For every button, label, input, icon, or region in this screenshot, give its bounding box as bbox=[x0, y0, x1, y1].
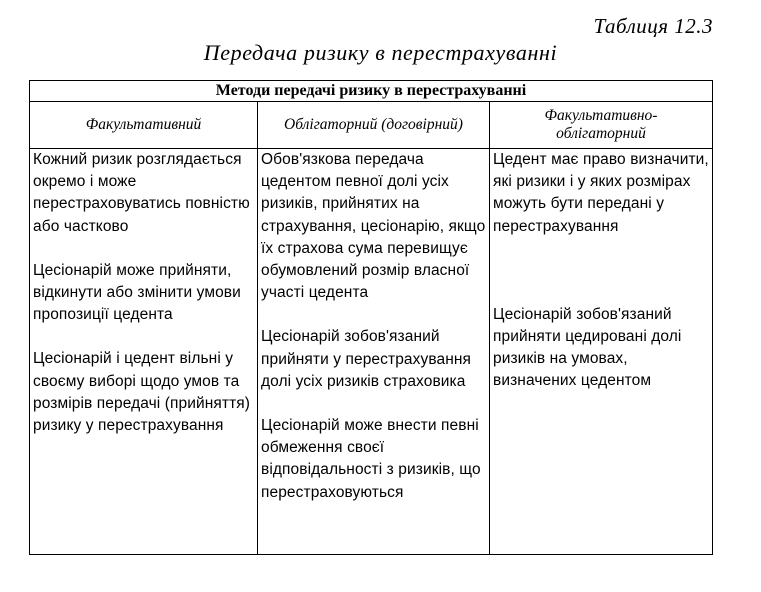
column-header-facultative: Факультативний bbox=[30, 102, 258, 149]
paragraph: Обов'язкова передача цедентом певної долі усіх ризиків, прийнятих на страхування, цесіонарію, якщо їх страхова сума перевищує обумовлений розмір власної участі цедента bbox=[261, 151, 486, 302]
content-row bbox=[30, 149, 713, 555]
column-header-obligatory: Облігаторний (договірний) bbox=[258, 102, 490, 149]
cell-facultative-obligatory bbox=[490, 149, 713, 555]
paragraph: Цесіонарій може внести певні обмеження своєї відповідальності з ризиків, що перестраховуються bbox=[261, 417, 481, 501]
cell-facultative bbox=[30, 149, 258, 555]
risk-transfer-table bbox=[29, 80, 713, 555]
column-header-facultative-obligatory: Факультативно-облігаторний bbox=[490, 102, 713, 149]
paragraph: Цесіонарій зобов'язаний прийняти цедировані долі ризиків на умовах, визначених цедентом bbox=[493, 305, 682, 390]
paragraph: Цесіонарій зобов'язаний прийняти у перестрахування долі усіх ризиків страховика bbox=[261, 328, 472, 390]
table-number-label: Таблиця 12.3 bbox=[593, 14, 713, 38]
cell-obligatory bbox=[258, 149, 490, 555]
column-header-row bbox=[30, 102, 713, 149]
paragraph: Цедент має право визначити, які ризики і у яких розмірах можуть бути передані у перестрахування bbox=[493, 151, 709, 235]
paragraph: Кожний ризик розглядається окремо і може перестраховуватись повністю або частково bbox=[33, 151, 250, 235]
table-title: Передача ризику в перестрахуванні bbox=[203, 40, 558, 65]
group-header-row bbox=[30, 81, 713, 102]
group-header: Методи передачі ризику в перестрахуванні bbox=[30, 81, 713, 102]
paragraph: Цесіонарій може прийняти, відкинути або змінити умови пропозиції цедента bbox=[33, 261, 241, 324]
paragraph: Цесіонарій і цедент вільні у своєму виборі щодо умов та розмірів передачі (прийняття) ризику у перестрахування bbox=[33, 350, 251, 435]
